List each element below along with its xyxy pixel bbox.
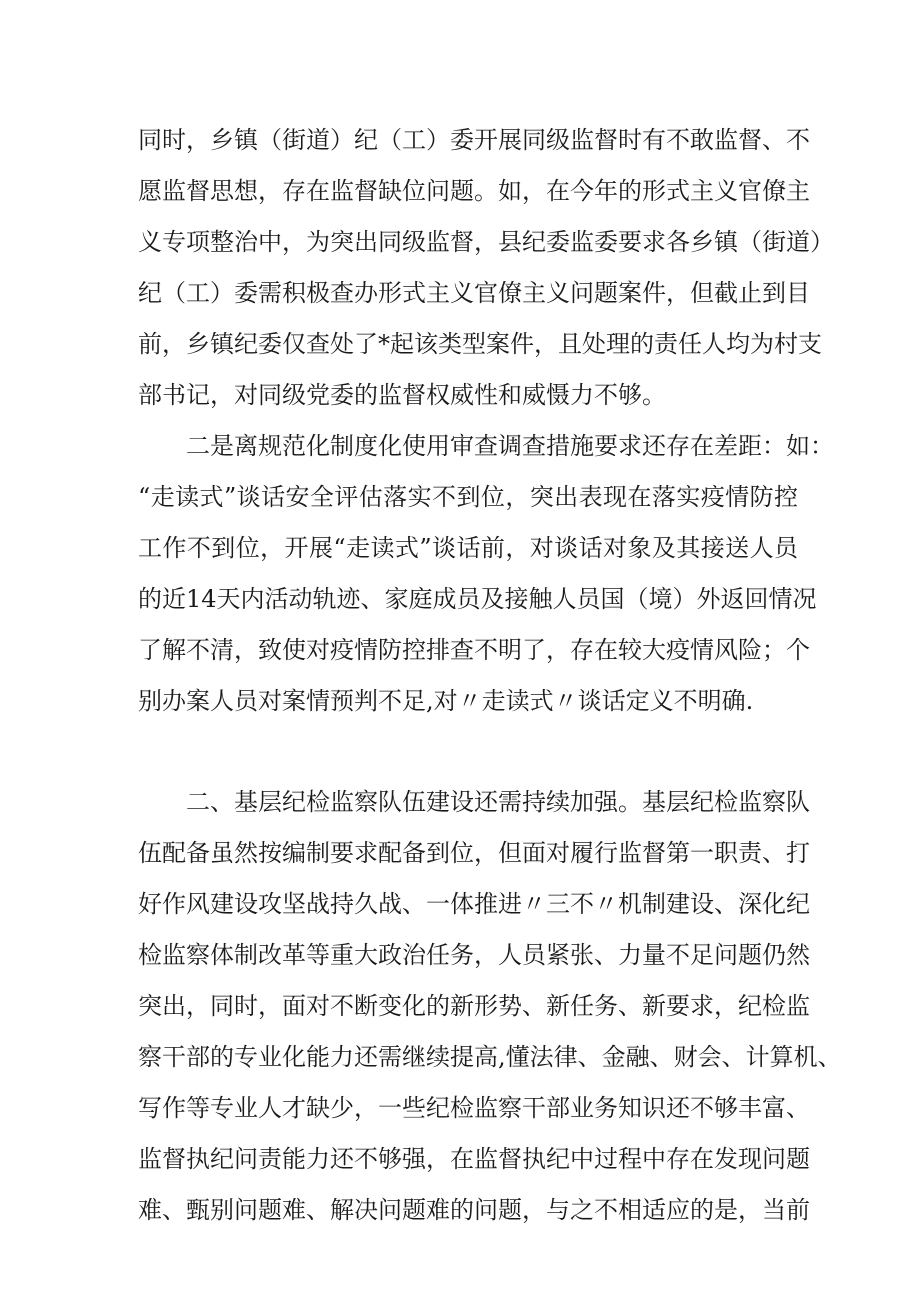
paragraph-3-line-3: 好作风建设攻坚战持久战、一体推进〃三不〃机制建设、深化纪 [138,890,810,918]
paragraph-1-line-5: 前，乡镇纪委仅查处了*起该类型案件，且处理的责任人均为村支 [138,330,822,358]
paragraph-3-line-9: 难、甄别问题难、解决问题难的问题，与之不相适应的是，当前 [138,1196,810,1224]
paragraph-3-line-8: 监督执纪问责能力还不够强，在监督执纪中过程中存在发现问题 [138,1145,810,1173]
paragraph-3-line-4: 检监察体制改革等重大政治任务，人员紧张、力量不足问题仍然 [138,941,810,969]
paragraph-2-line-1: 二是离规范化制度化使用审查调查措施要求还存在差距：如： [186,432,834,460]
paragraph-1-line-1: 同时，乡镇（街道）纪（工）委开展同级监督时有不敢监督、不 [138,126,810,154]
paragraph-1-line-3: 义专项整治中，为突出同级监督，县纪委监委要求各乡镇（街道） [138,228,834,256]
paragraph-1-line-4: 纪（工）委需积极查办形式主义官僚主义问题案件，但截止到目 [138,279,810,307]
paragraph-1-line-6: 部书记，对同级党委的监督权威性和威慑力不够。 [138,381,666,409]
paragraph-3-line-6: 察干部的专业化能力还需继续提高,懂法律、金融、财会、计算机、 [138,1043,842,1071]
paragraph-3-line-5: 突出，同时，面对不断变化的新形势、新任务、新要求，纪检监 [138,992,810,1020]
paragraph-3-line-2: 伍配备虽然按编制要求配备到位，但面对履行监督第一职责、打 [138,839,810,867]
paragraph-2-line-2: “走读式”谈话安全评估落实不到位，突出表现在落实疫情防控 [138,483,798,511]
paragraph-1-line-2: 愿监督思想，存在监督缺位问题。如，在今年的形式主义官僚主 [138,177,810,205]
paragraph-3-line-7: 写作等专业人才缺少，一些纪检监察干部业务知识还不够丰富、 [138,1094,810,1122]
paragraph-2-line-6: 别办案人员对案情预判不足,对〃走读式〃谈话定义不明确. [138,687,754,715]
paragraph-2-line-5: 了解不清，致使对疫情防控排查不明了，存在较大疫情风险；个 [138,636,810,664]
paragraph-3-line-1: 二、基层纪检监察队伍建设还需持续加强。基层纪检监察队 [186,788,810,816]
paragraph-2-line-3: 工作不到位，开展“走读式”谈话前，对谈话对象及其接送人员 [138,534,798,562]
paragraph-2-line-4: 的近14天内活动轨迹、家庭成员及接触人员国（境）外返回情况 [138,585,817,613]
